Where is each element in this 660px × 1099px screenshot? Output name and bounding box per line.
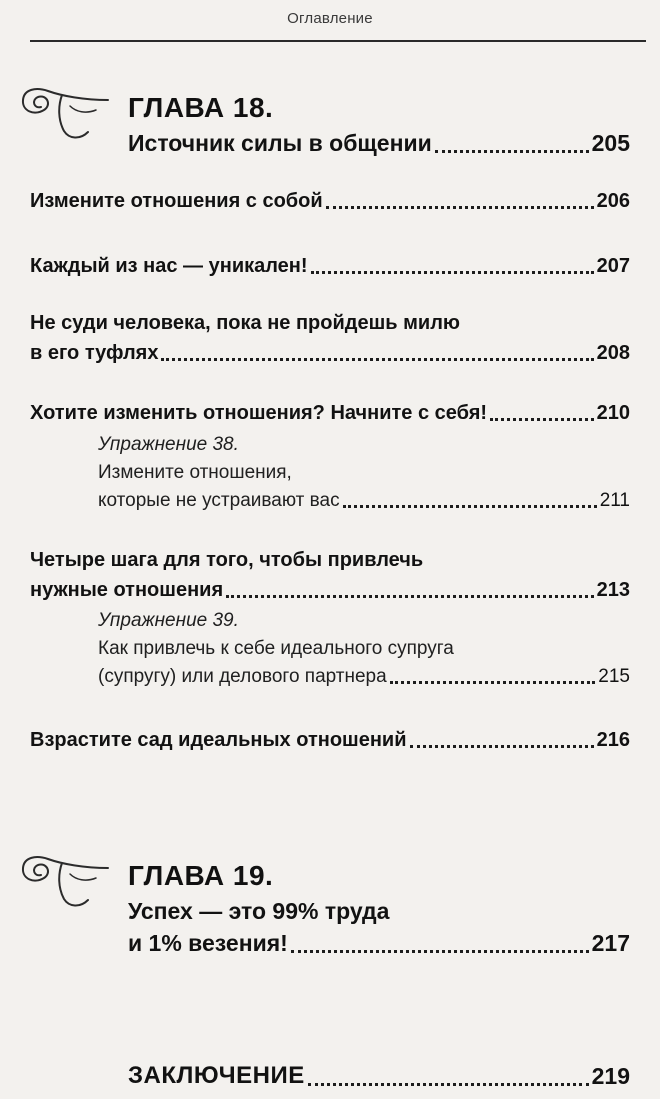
toc-entry-text: в его туфлях — [30, 342, 159, 364]
page-number: 211 — [599, 490, 630, 511]
dot-leader — [490, 418, 594, 421]
exercise-39-line-1: Как привлечь к себе идеального супруга — [98, 638, 454, 659]
dot-leader — [390, 681, 596, 684]
toc-entry-text: которые не устраивают вас — [98, 490, 340, 511]
dot-leader — [161, 358, 593, 361]
page-header: Оглавление — [287, 10, 373, 27]
dot-leader — [326, 206, 594, 209]
chapter-18-title-text: Источник силы в общении — [128, 130, 432, 156]
chapter-18-label: ГЛАВА 18. — [128, 92, 274, 123]
chapter-18-title — [128, 130, 630, 157]
chapter-19-label: ГЛАВА 19. — [128, 860, 274, 891]
page-number: 205 — [591, 130, 630, 156]
conclusion-entry — [128, 1062, 630, 1090]
dot-leader — [311, 271, 594, 274]
exercise-38-line-1: Измените отношения, — [98, 462, 292, 483]
exercise-38-entry — [98, 490, 630, 512]
exercise-39-title: Упражнение 39. — [98, 610, 239, 631]
toc-entry — [30, 190, 630, 213]
exercise-39-entry — [98, 666, 630, 688]
toc-entry — [30, 729, 630, 752]
page-number: 210 — [596, 402, 630, 424]
toc-entry — [30, 579, 630, 602]
chapter-19-title-text: и 1% везения! — [128, 930, 288, 956]
toc-entry-text: Взрастите сад идеальных отношений — [30, 729, 407, 751]
toc-entry-text: Измените отношения с собой — [30, 190, 323, 212]
header-divider — [30, 40, 646, 42]
flourish-icon — [14, 850, 110, 910]
toc-entry — [30, 402, 630, 425]
dot-leader — [435, 150, 589, 153]
page-number: 216 — [596, 729, 630, 751]
page-number: 217 — [591, 930, 630, 956]
dot-leader — [291, 950, 589, 953]
page-number: 213 — [596, 579, 630, 601]
toc-entry — [30, 255, 630, 278]
chapter-19-title — [128, 930, 630, 957]
conclusion-text: ЗАКЛЮЧЕНИЕ — [128, 1062, 305, 1089]
page-number: 208 — [596, 342, 630, 364]
toc-entry — [30, 342, 630, 365]
chapter-19-title-line-1: Успех — это 99% труда — [128, 898, 390, 924]
toc-entry-text: (супругу) или делового партнера — [98, 666, 387, 687]
page-number: 206 — [596, 190, 630, 212]
dot-leader — [410, 745, 594, 748]
exercise-38-title: Упражнение 38. — [98, 434, 239, 455]
toc-entry-text: нужные отношения — [30, 579, 224, 601]
toc-entry-text: Хотите изменить отношения? Начните с себя! — [30, 402, 488, 424]
flourish-icon — [14, 82, 110, 142]
toc-entry-line-1: Не суди человека, пока не пройдешь милю — [30, 312, 460, 334]
dot-leader — [308, 1083, 589, 1086]
dot-leader — [343, 505, 597, 508]
toc-entry-text: Каждый из нас — уникален! — [30, 255, 308, 277]
page-number: 219 — [591, 1063, 630, 1089]
toc-entry-line-1: Четыре шага для того, чтобы привлечь — [30, 549, 424, 571]
page-number: 215 — [598, 666, 630, 687]
dot-leader — [226, 595, 594, 598]
page-number: 207 — [596, 255, 630, 277]
